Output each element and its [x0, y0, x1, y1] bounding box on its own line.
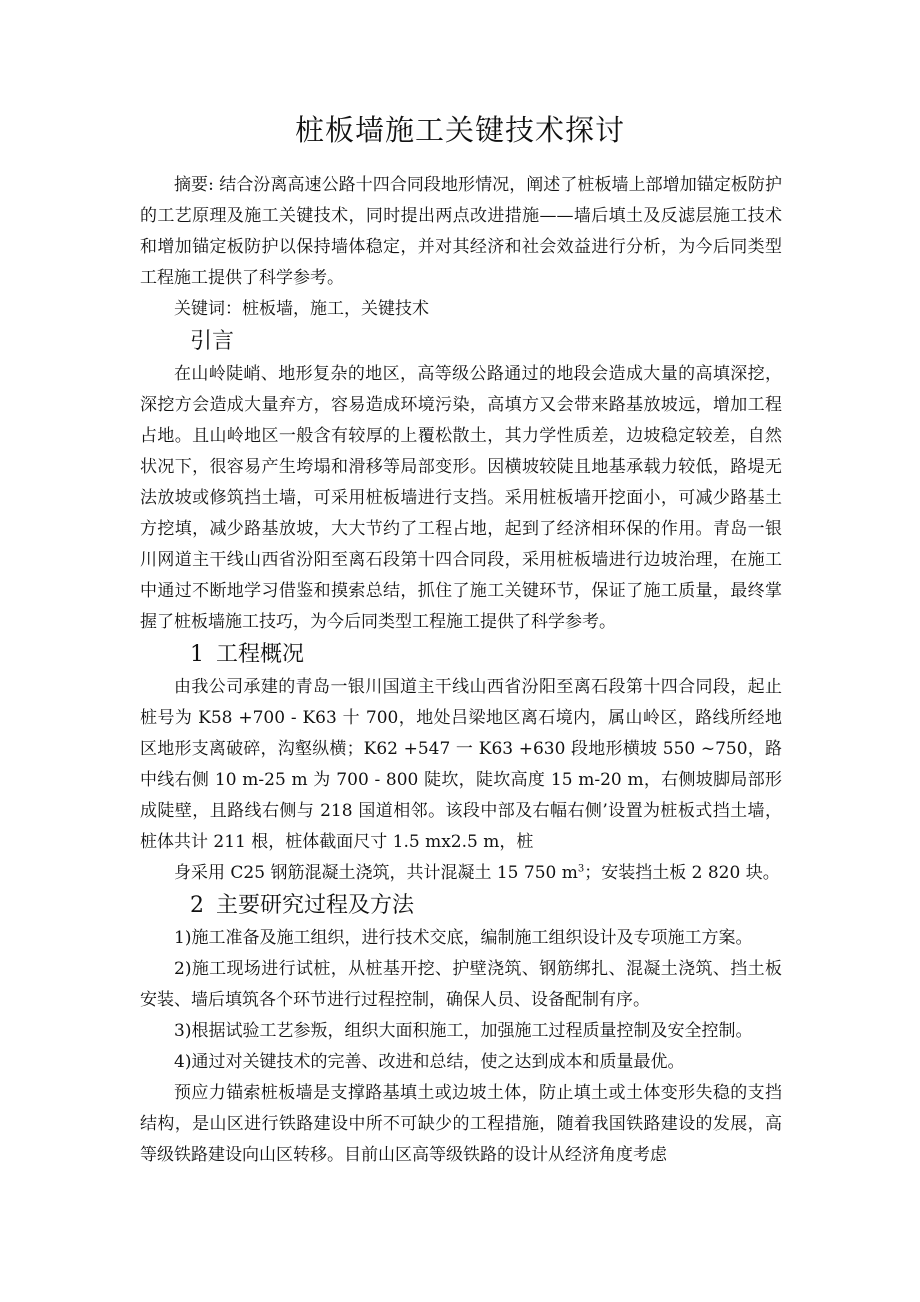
list-item: 4)通过对关键技术的完善、改进和总结，使之达到成本和质量最优。: [174, 1052, 685, 1072]
superscript: 3: [577, 863, 585, 875]
section-heading-intro-text: 引言: [190, 329, 235, 354]
list-item: 1)施工准备及施工组织，进行技术交底，编制施工组织设计及专项施工方案。: [174, 928, 753, 948]
list-item: 2)施工现场进行试桩，从桩基开挖、护壁浇筑、钢筋绑扎、混凝土浇筑、挡土板安装、墙后填筑各个环节进行过程控制，确保人员、设备配制有序。: [140, 959, 782, 1010]
section2-paragraph: 预应力锚索桩板墙是支撑路基填土或边坡土体，防止填土或土体变形失稳的支挡结构，是山区进行铁路建设中所不可缺少的工程措施，随着我国铁路建设的发展，高等级铁路建设向山区转移。目前山区高等级铁路的设计从经济角度考虑: [140, 1083, 782, 1165]
section1-paragraph-2: [140, 858, 782, 889]
section-heading-2: [140, 889, 782, 923]
section-number: 2: [190, 893, 204, 918]
document-body: [140, 170, 782, 1171]
section1-paragraph-1: 由我公司承建的青岛一银川国道主干线山西省汾阳至离石段第十四合同段，起止桩号为 K58 +700 - K63 十 700，地处吕梁地区离石境内，属山岭区，路线所经地区地形支离破碎，沟壑纵横；K62 +547 一 K63 +630 段地形横坡 550 ~750，路中线右侧 10 m-25 m 为 700 - 800 陡坎，陡坎高度 15 m-20 m，右侧坡脚局部形成陡壁，且路线右侧与 218 国道相邻。该段中部及右幅右侧’设置为桩板式挡土墙，桩体共计 211 根，桩体截面尺寸 1.5 mx2.5 m，桩: [140, 677, 782, 852]
list-item: 3)根据试验工艺参叛，组织大面积施工，加强施工过程质量控制及安全控制。: [174, 1021, 753, 1041]
document-title: 桩板墙施工关键技术探讨: [294, 113, 625, 147]
section-heading-1: [140, 638, 782, 672]
keywords-line: 关键词：桩板墙，施工，关键技术: [174, 299, 429, 319]
section-heading-text: 主要研究过程及方法: [216, 893, 415, 918]
section-heading-text: 工程概况: [216, 642, 305, 667]
paragraph-text: ；安装挡土板 2 820 块。: [584, 863, 780, 883]
section-number: 1: [190, 642, 204, 667]
abstract-paragraph: 摘要: 结合汾离高速公路十四合同段地形情况，阐述了桩板墙上部增加锚定板防护的工艺原理及施工关键技术，同时提出两点改进措施——墙后填土及反滤层施工技术和增加锚定板防护以保持墙体稳定，并对其经济和社会效益进行分析，为今后同类型工程施工提供了科学参考。: [140, 175, 782, 288]
paragraph-text: 身采用 C25 钢筋混凝土浇筑，共计混凝土 15 750 m: [174, 863, 578, 883]
intro-paragraph: 在山岭陡峭、地形复杂的地区，高等级公路通过的地段会造成大量的高填深挖，深挖方会造成大量弃方，容易造成环境污染，高填方又会带来路基放坡远，增加工程占地。且山岭地区一般含有较厚的上覆松散土，其力学性质差，边坡稳定较差，自然状况下，很容易产生垮塌和滑移等局部变形。因横坡较陡且地基承载力较低，路堤无法放坡或修筑挡土墙，可采用桩板墙进行支挡。采用桩板墙开挖面小，可减少路基土方挖填，减少路基放坡，大大节约了工程占地，起到了经济相环保的作用。青岛一银川网道主干线山西省汾阳至离石段第十四合同段，采用桩板墙进行边坡治理，在施工中通过不断地学习借鉴和摸索总结，抓住了施工关键环节，保证了施工质量，最终掌握了桩板墙施工技巧，为今后同类型工程施工提供了科学参考。: [140, 364, 782, 632]
section-heading-intro: [140, 325, 782, 359]
